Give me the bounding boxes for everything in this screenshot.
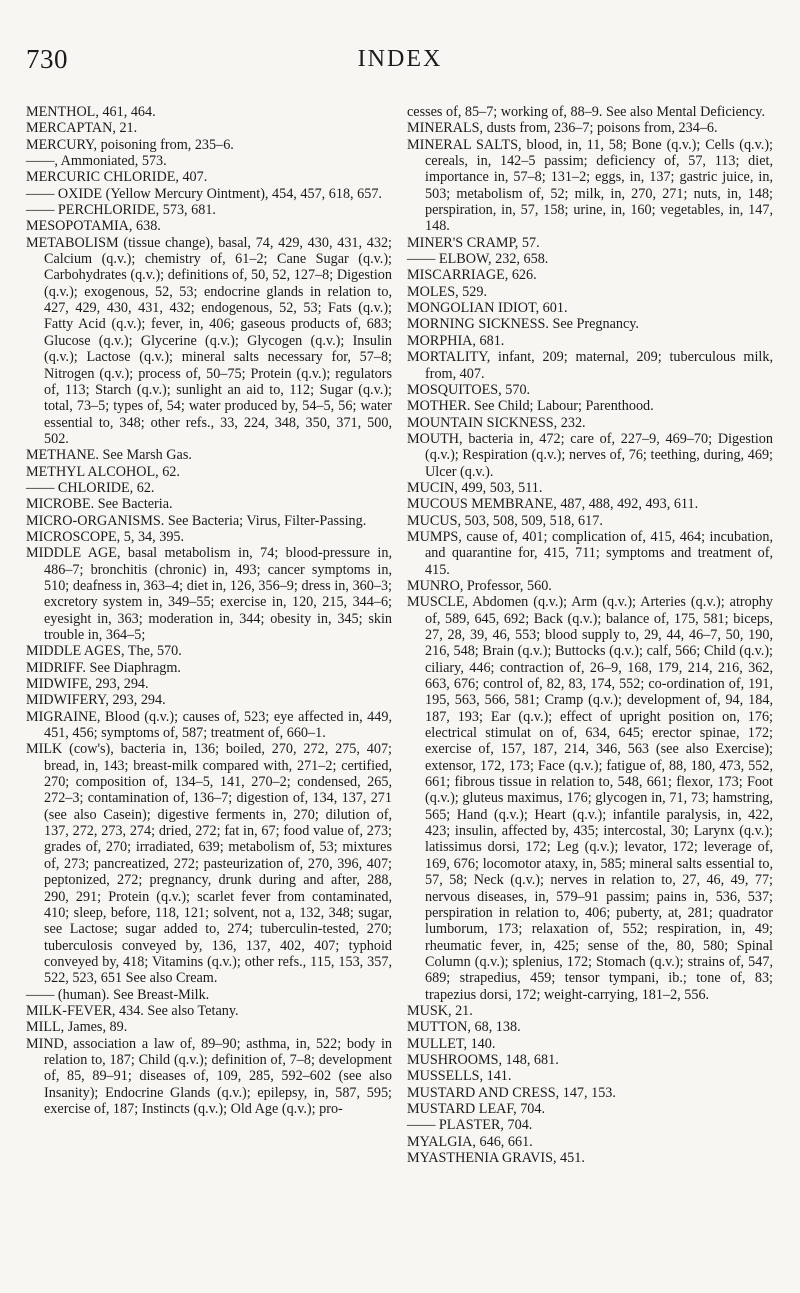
index-entry: MUSSELLS, 141. <box>407 1068 512 1085</box>
index-entry: MINERAL SALTS, blood, in, 11, 58; Bone (q.v.); Cells (q.v.); cereals, in, 142–5 passim; deficiency of, 57, 113; diet, importance in, 57–8; 131–2; eggs, in, 137; gastric juice, in, 503; metabolism of, 52; milk, in, 270, 271; nuts, in, 148; perspiration, in, 57, 158; urine, in, 160; vegetables, in, 147, 148. <box>407 136 773 235</box>
index-entry: MOSQUITOES, 570. <box>407 381 531 398</box>
index-entry: MENTHOL, 461, 464. <box>26 104 156 120</box>
index-entry: MORPHIA, 681. <box>407 332 505 349</box>
index-entry: MINER'S CRAMP, 57. <box>407 234 540 251</box>
index-entry: METHANE. See Marsh Gas. <box>26 447 192 464</box>
index-entry: MILL, James, 89. <box>26 1019 128 1036</box>
index-entry: MIDDLE AGE, basal metabolism in, 74; blood-pressure in, 486–7; bronchitis (chronic) in, 493; cancer symptoms in, 510; deafness in, 363–4; diet in, 126, 356–9; dress in, 360–3; excretory system in, 349–55; exercise in, 120, 215, 344–6; eyesight in, 363; moderation in, 344; obesity in, 345; skin trouble in, 364–5; <box>26 545 392 643</box>
page-number: 730 <box>26 44 68 74</box>
page-header <box>26 44 774 84</box>
index-entry: METABOLISM (tissue change), basal, 74, 429, 430, 431, 432; Calcium (q.v.); chemistry of, 61–2; Cane Sugar (q.v.); Carbohydrates (q.v.); definitions of, 50, 52, 127–8; Digestion (q.v.); exogenous, 52, 53; endocrine glands in relation to, 427, 429, 430, 431, 432; endogenous, 52, 53; Fats (q.v.); Fatty Acid (q.v.); fever, in, 406; gaseous products of, 683; Glucose (q.v.); Glycerine (q.v.); Glycogen (q.v.); Insulin (q.v.); Lactose (q.v.); mineral salts necessary for, 57–8; Nitrogen (q.v.); process of, 50–75; Protein (q.v.); regulators of, 113; Starch (q.v.); sunlight an aid to, 112; Sugar (q.v.); total, 73–5; types of, 54; water produced by, 54–5, 56; water essential to, 348; other refs., 33, 224, 348, 350, 371, 500, 502. <box>26 234 392 447</box>
index-entry: MUSK, 21. <box>407 1002 473 1019</box>
index-entry: cesses of, 85–7; working of, 88–9. See also Mental Deficiency. <box>407 104 766 120</box>
index-entry: MUMPS, cause of, 401; complication of, 415, 464; incubation, and quarantine for, 415, 711; symptoms and treatment of, 415. <box>407 528 773 578</box>
index-entry: MUCIN, 499, 503, 511. <box>407 479 543 496</box>
index-entry: MINERALS, dusts from, 236–7; poisons from, 234–6. <box>407 120 718 137</box>
index-entry: MESOPOTAMIA, 638. <box>26 218 161 235</box>
index-entry: MIDRIFF. See Diaphragm. <box>26 659 181 676</box>
index-entry: MOLES, 529. <box>407 283 488 300</box>
index-entry: METHYL ALCOHOL, 62. <box>26 463 180 480</box>
index-entry: MILK (cow's), bacteria in, 136; boiled, 270, 272, 275, 407; bread, in, 143; breast-milk compared with, 271–2; certified, 270; composition of, 134–5, 141, 270–2; condensed, 265, 272–3; contamination of, 136–7; digestion of, 134, 137, 271 (see also Casein); digestive ferments in, 270; dilution of, 137, 272, 273, 274; dried, 272; fat in, 67; food value of, 273; grades of, 270; irradiated, 639; metabolism of, 53; mixtures of, 273; pancreatized, 272; pasteurization of, 270, 396, 407; peptonized, 272; pregnancy, drunk during and after, 288, 290, 291; Protein (q.v.); scarlet fever from contaminated, 410; sleep, before, 118, 121; solvent, not a, 132, 348; sugar, see Lactose; sugar added to, 274; tuberculin-tested, 270; tuberculosis conveyed by, 136, 137, 402, 407; typhoid conveyed by, 418; Vitamins (q.v.); other refs., 115, 153, 357, 522, 523, 651 See also Cream. <box>26 741 392 987</box>
index-entry: MULLET, 140. <box>407 1035 496 1052</box>
index-entry: MIDWIFERY, 293, 294. <box>26 692 166 709</box>
page-title: INDEX <box>357 46 443 72</box>
index-entry: MYASTHENIA GRAVIS, 451. <box>407 1150 585 1166</box>
index-entry: MICROBE. See Bacteria. <box>26 496 173 513</box>
index-entry: MIDWIFE, 293, 294. <box>26 676 149 693</box>
index-entry: MUCOUS MEMBRANE, 487, 488, 492, 493, 611. <box>407 496 699 513</box>
index-entry: MIDDLE AGES, The, 570. <box>26 643 182 660</box>
index-entry: MOUNTAIN SICKNESS, 232. <box>407 414 586 431</box>
index-entry: MORTALITY, infant, 209; maternal, 209; tuberculous milk, from, 407. <box>407 349 773 382</box>
index-entry: MUSTARD AND CRESS, 147, 153. <box>407 1084 616 1101</box>
index-entry: MUSTARD LEAF, 704. <box>407 1100 546 1117</box>
index-entry: MOTHER. See Child; Labour; Parenthood. <box>407 398 654 415</box>
index-entry: MERCURY, poisoning from, 235–6. <box>26 136 234 153</box>
index-entry: MUSHROOMS, 148, 681. <box>407 1051 559 1068</box>
index-entry: —— OXIDE (Yellow Mercury Ointment), 454, 457, 618, 657. <box>26 185 382 202</box>
index-entry: ——, Ammoniated, 573. <box>26 153 167 170</box>
index-entry: MUTTON, 68, 138. <box>407 1019 521 1036</box>
index-column-left <box>26 104 392 1117</box>
index-column-right <box>407 104 773 1166</box>
index-entry: MILK-FEVER, 434. See also Tetany. <box>26 1002 239 1019</box>
index-entry: —— (human). See Breast-Milk. <box>26 986 210 1003</box>
index-entry: MUCUS, 503, 508, 509, 518, 617. <box>407 512 603 529</box>
index-entry: MIND, association a law of, 89–90; asthma, in, 522; body in relation to, 187; Child (q.v.); definition of, 7–8; development of, 85, 89–91; diseases of, 109, 285, 592–602 (see also Insanity); Endocrine Glands (q.v.); epilepsy, in, 587, 595; exercise of, 187; Instincts (q.v.); Old Age (q.v.); pro- <box>26 1035 392 1117</box>
index-entry: MICROSCOPE, 5, 34, 395. <box>26 528 185 545</box>
index-entry: MISCARRIAGE, 626. <box>407 267 537 284</box>
index-entry: —— CHLORIDE, 62. <box>26 479 155 496</box>
index-entry: MERCAPTAN, 21. <box>26 120 138 137</box>
index-entry: MOUTH, bacteria in, 472; care of, 227–9, 469–70; Digestion (q.v.); Respiration (q.v.); nerves of, 76; teething, during, 469; Ulcer (q.v.). <box>407 430 773 480</box>
index-entry: MERCURIC CHLORIDE, 407. <box>26 169 208 186</box>
index-entry: MIGRAINE, Blood (q.v.); causes of, 523; eye affected in, 449, 451, 456; symptoms of, 587; treatment of, 660–1. <box>26 708 392 742</box>
index-entry: —— PLASTER, 704. <box>407 1117 533 1134</box>
index-entry: MICRO-ORGANISMS. See Bacteria; Virus, Filter-Passing. <box>26 512 367 529</box>
index-entry: MONGOLIAN IDIOT, 601. <box>407 300 568 317</box>
index-entry: MUNRO, Professor, 560. <box>407 577 552 594</box>
index-entry: —— PERCHLORIDE, 573, 681. <box>26 202 216 219</box>
index-entry: MYALGIA, 646, 661. <box>407 1133 533 1150</box>
index-entry: —— ELBOW, 232, 658. <box>407 251 549 268</box>
index-entry: MORNING SICKNESS. See Pregnancy. <box>407 316 639 333</box>
index-entry: MUSCLE, Abdomen (q.v.); Arm (q.v.); Arteries (q.v.); atrophy of, 589, 645, 692; Back (q.v.); balance of, 175, 581; biceps, 27, 28, 39, 46, 553; blood supply to, 29, 44, 46–7, 50, 190, 216, 548; Brain (q.v.); Buttocks (q.v.); calf, 566; Child (q.v.); ciliary, 446; contraction of, 26–9, 168, 179, 214, 216, 362, 663, 676; control of, 82, 83, 174, 552; co-ordination of, 191, 195, 563, 566, 581; Cramp (q.v.); development of, 94, 184, 187, 193; Ear (q.v.); effect of upright position on, 176; electrical stimulat on of, 634, 645; erector spinae, 172; exercise of, 157, 187, 214, 346, 563 (see also Exercise); extensor, 172, 173; Face (q.v.); fatigue of, 88, 180, 473, 552, 661; fibrous tissue in relation to, 548, 661; flexor, 173; Foot (q.v.); gluteus maximus, 176; glycogen in, 71, 73; hamstring, 565; Hand (q.v.); Heart (q.v.); infantile paralysis, in, 422, 423; insulin, affected by, 435; intercostal, 30; Larynx (q.v.); latissimus dorsi, 172; Leg (q.v.); levator, 172; leverage of, 169, 676; locomotor ataxy, in, 585; mineral salts essential to, 57, 58; Neck (q.v.); nerves in relation to, 27, 46, 49, 77; nervous diseases, in, 579–91 passim; pains in, 536, 537; perspiration in relation to, 406; puberty, at, 281; quadrator lumborum, 173; relaxation of, 552; respiration, in, 49; rheumatic fever, in, 425; sense of the, 80, 580; Spinal Column (q.v.); splenius, 172; Stomach (q.v.); strains of, 547, 689; strapedius, 459; tensor tympani, ib.; tone of, 83; trapezius dorsi, 172; weight-carrying, 181–2, 556. <box>407 594 773 1003</box>
